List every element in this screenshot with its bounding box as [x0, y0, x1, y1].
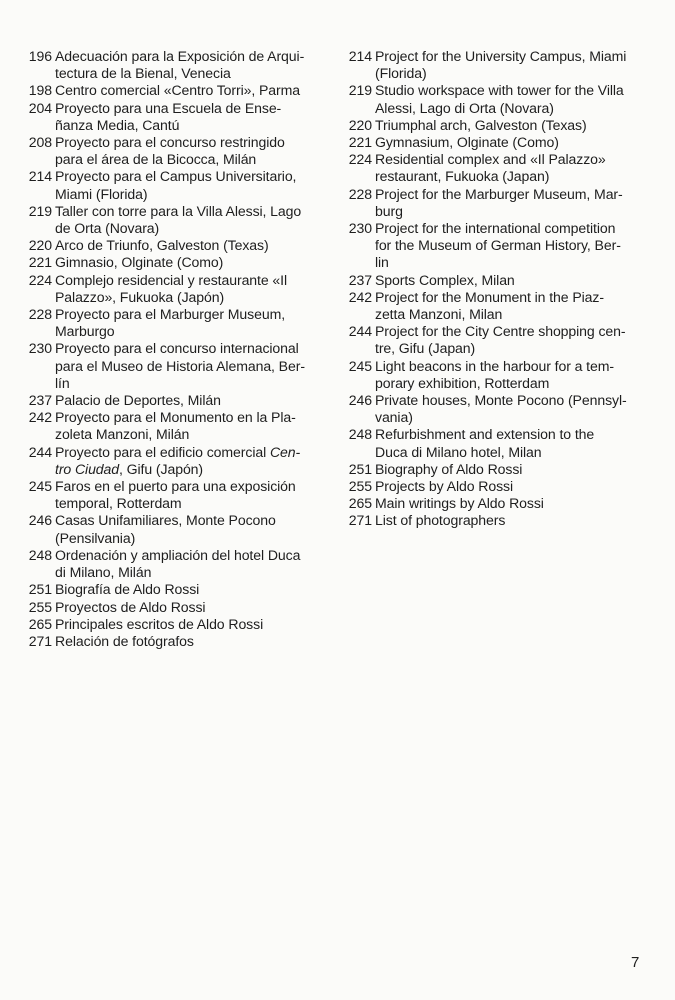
contents-entry [18, 168, 318, 202]
contents-entry [338, 220, 643, 272]
entry-title [55, 616, 318, 633]
contents-entry [338, 426, 643, 460]
entry-title-line: List of photographers [375, 512, 506, 529]
entry-title-line: Refurbishment and extension to the [375, 426, 595, 443]
entry-title [55, 444, 318, 478]
entry-page-number: 244 [28, 443, 52, 460]
entry-title [55, 48, 318, 82]
contents-entry [18, 409, 318, 443]
entry-title-line: Project for the Marburger Museum, Mar- [375, 185, 623, 202]
entry-title-line: lín [55, 374, 70, 391]
entry-page-number: 208 [28, 134, 52, 151]
entry-page-number: 255 [348, 478, 372, 495]
contents-entry [18, 599, 318, 616]
entry-title [375, 495, 643, 512]
entry-page-number: 244 [348, 323, 372, 340]
entry-title-line: Gimnasio, Olginate (Como) [55, 254, 224, 271]
contents-column-spanish [18, 48, 318, 650]
entry-title-line: Alessi, Lago di Orta (Novara) [375, 99, 554, 116]
entry-title-line: Duca di Milano hotel, Milan [375, 443, 542, 460]
entry-title [55, 512, 318, 546]
italic-name: tro Ciudad [55, 460, 120, 477]
entry-page-number: 198 [28, 82, 52, 99]
entry-title [55, 100, 318, 134]
contents-entry [18, 82, 318, 99]
entry-title [55, 478, 318, 512]
entry-title [375, 151, 643, 185]
entry-title-line: Miami (Florida) [55, 185, 148, 202]
entry-page-number: 219 [348, 82, 372, 99]
contents-column-english [338, 48, 643, 530]
entry-page-number: 220 [28, 237, 52, 254]
entry-page-number: 224 [348, 151, 372, 168]
entry-title-line: di Milano, Milán [55, 564, 152, 581]
entry-title-line: vania) [375, 409, 413, 426]
contents-entry [338, 272, 643, 289]
entry-title [55, 599, 318, 616]
entry-title-line: de Orta (Novara) [55, 220, 160, 237]
entry-page-number: 221 [28, 254, 52, 271]
entry-page-number: 265 [348, 495, 372, 512]
entry-title [375, 289, 643, 323]
entry-title [55, 392, 318, 409]
contents-entry [338, 323, 643, 357]
contents-entry [338, 512, 643, 529]
entry-title-line: Faros en el puerto para una exposición [55, 478, 296, 495]
contents-entry [18, 581, 318, 598]
contents-entry [338, 117, 643, 134]
entry-title-line: tectura de la Bienal, Venecia [55, 65, 231, 82]
entry-page-number: 204 [28, 99, 52, 116]
entry-title-line: Gymnasium, Olginate (Como) [375, 134, 559, 151]
entry-title-line: (Pensilvania) [55, 529, 136, 546]
contents-entry [338, 495, 643, 512]
entry-page-number: 228 [348, 185, 372, 202]
entry-title [375, 323, 643, 357]
entry-title-line: Sports Complex, Milan [375, 271, 515, 288]
entry-title-line: ñanza Media, Cantú [55, 116, 180, 133]
entry-page-number: 242 [28, 409, 52, 426]
contents-entry [338, 289, 643, 323]
contents-entry [338, 461, 643, 478]
contents-entry [18, 547, 318, 581]
contents-entry [18, 100, 318, 134]
entry-title [375, 392, 643, 426]
entry-title [55, 134, 318, 168]
entry-title [55, 306, 318, 340]
entry-page-number: 219 [28, 202, 52, 219]
entry-title [55, 340, 318, 392]
entry-title-line: Private houses, Monte Pocono (Pennsyl- [375, 392, 627, 409]
entry-title [55, 547, 318, 581]
entry-title [375, 512, 643, 529]
entry-title-line: Project for the Monument in the Piaz- [375, 288, 604, 305]
entry-page-number: 237 [28, 392, 52, 409]
entry-page-number: 248 [28, 546, 52, 563]
entry-page-number: 271 [348, 512, 372, 529]
entry-title-line: Palazzo», Fukuoka (Japón) [55, 288, 225, 305]
entry-title [375, 220, 643, 272]
contents-entry [338, 151, 643, 185]
entry-title-line: (Florida) [375, 65, 427, 82]
entry-title-line: Principales escritos de Aldo Rossi [55, 615, 264, 632]
entry-title-line: Proyecto para una Escuela de Ense- [55, 99, 282, 116]
entry-title-line: Triumphal arch, Galveston (Texas) [375, 116, 587, 133]
contents-entry [18, 48, 318, 82]
entry-title-line: Ordenación y ampliación del hotel Duca [55, 546, 301, 563]
entry-title [375, 48, 643, 82]
contents-entry [18, 272, 318, 306]
entry-title-line: restaurant, Fukuoka (Japan) [375, 168, 550, 185]
entry-title [55, 409, 318, 443]
entry-title [375, 272, 643, 289]
contents-entry [338, 134, 643, 151]
contents-entry [18, 134, 318, 168]
contents-entry [338, 478, 643, 495]
contents-entry [18, 478, 318, 512]
entry-title-line: temporal, Rotterdam [55, 495, 182, 512]
entry-title-line: Studio workspace with tower for the Villa [375, 82, 624, 99]
entry-page-number: 255 [28, 598, 52, 615]
entry-title [375, 117, 643, 134]
entry-page-number: 242 [348, 288, 372, 305]
entry-title-line: Centro comercial «Centro Torri», Parma [55, 82, 301, 99]
entry-title-line: Proyectos de Aldo Rossi [55, 598, 206, 615]
entry-page-number: 248 [348, 426, 372, 443]
page-number: 7 [631, 954, 640, 971]
entry-title [375, 358, 643, 392]
contents-entry [18, 616, 318, 633]
entry-title-line: Palacio de Deportes, Milán [55, 392, 221, 409]
entry-title-line: Project for the international competition [375, 220, 616, 237]
entry-page-number: 245 [28, 478, 52, 495]
contents-entry [18, 633, 318, 650]
entry-page-number: 246 [348, 392, 372, 409]
entry-title-line: Arco de Triunfo, Galveston (Texas) [55, 237, 269, 254]
entry-title [375, 478, 643, 495]
entry-title [375, 82, 643, 116]
entry-title-line: Casas Unifamiliares, Monte Pocono [55, 512, 276, 529]
entry-title-line: Light beacons in the harbour for a tem- [375, 357, 614, 374]
italic-name: Cen- [269, 443, 301, 460]
entry-page-number: 224 [28, 271, 52, 288]
entry-title-line: Relación de fotógrafos [55, 632, 194, 649]
entry-title-line: lin [375, 254, 389, 271]
contents-entry [338, 186, 643, 220]
entry-title-line: Complejo residencial y restaurante «Il [55, 271, 287, 288]
contents-entry [18, 306, 318, 340]
entry-title-line: para el área de la Bicocca, Milán [55, 151, 257, 168]
contents-entry [18, 203, 318, 237]
entry-page-number: 220 [348, 116, 372, 133]
entry-page-number: 245 [348, 357, 372, 374]
contents-entry [18, 392, 318, 409]
entry-page-number: 221 [348, 134, 372, 151]
entry-title-line: Proyecto para el Monumento en la Pla- [55, 409, 296, 426]
entry-title-line: Adecuación para la Exposición de Arqui- [55, 48, 305, 64]
entry-page-number: 230 [348, 220, 372, 237]
entry-title-line: Residential complex and «Il Palazzo» [375, 151, 606, 168]
entry-page-number: 246 [28, 512, 52, 529]
contents-entry [18, 340, 318, 392]
entry-title [55, 203, 318, 237]
contents-entry [18, 512, 318, 546]
entry-title-line: zetta Manzoni, Milan [375, 306, 503, 323]
entry-title [375, 426, 643, 460]
entry-title [55, 82, 318, 99]
entry-title-line: Proyecto para el concurso restringido [55, 134, 285, 151]
entry-title-line: zoleta Manzoni, Milán [55, 426, 190, 443]
entry-title-line: Main writings by Aldo Rossi [375, 495, 544, 512]
entry-title-line: Proyecto para el concurso internacional [55, 340, 299, 357]
entry-page-number: 214 [28, 168, 52, 185]
entry-page-number: 251 [348, 460, 372, 477]
entry-title [55, 272, 318, 306]
contents-entry [338, 48, 643, 82]
entry-title [55, 168, 318, 202]
entry-title-line: Biography of Aldo Rossi [375, 460, 523, 477]
entry-title-line: Marburgo [55, 323, 115, 340]
entry-title-line: Proyecto para el edificio comercial Cen- [55, 443, 301, 460]
entry-title-line: tre, Gifu (Japan) [375, 340, 476, 357]
entry-page-number: 214 [348, 48, 372, 64]
entry-title-line: burg [375, 202, 403, 219]
entry-title-line: Proyecto para el Marburger Museum, [55, 306, 286, 323]
entry-title [375, 186, 643, 220]
entry-page-number: 237 [348, 271, 372, 288]
entry-title [55, 254, 318, 271]
contents-entry [338, 358, 643, 392]
entry-page-number: 196 [28, 48, 52, 64]
entry-title-line: Projects by Aldo Rossi [375, 478, 514, 495]
entry-title-line: Project for the City Centre shopping cen- [375, 323, 626, 340]
entry-page-number: 228 [28, 306, 52, 323]
contents-entry [18, 237, 318, 254]
entry-page-number: 251 [28, 581, 52, 598]
entry-title-line: for the Museum of German History, Ber- [375, 237, 621, 254]
entry-title [55, 237, 318, 254]
entry-title-line: Biografía de Aldo Rossi [55, 581, 200, 598]
entry-title-line: porary exhibition, Rotterdam [375, 374, 550, 391]
contents-entry [338, 392, 643, 426]
entry-title [375, 461, 643, 478]
entry-title [55, 633, 318, 650]
contents-entry [338, 82, 643, 116]
entry-title-line: Taller con torre para la Villa Alessi, Lago [55, 202, 302, 219]
entry-page-number: 230 [28, 340, 52, 357]
entry-title [375, 134, 643, 151]
entry-title-line: Project for the University Campus, Miami [375, 48, 627, 64]
entry-title-line: para el Museo de Historia Alemana, Ber- [55, 357, 305, 374]
contents-entry [18, 254, 318, 271]
entry-title [55, 581, 318, 598]
contents-entry [18, 444, 318, 478]
entry-title-line: Proyecto para el Campus Universitario, [55, 168, 297, 185]
entry-page-number: 265 [28, 615, 52, 632]
entry-title-line: tro Ciudad, Gifu (Japón) [55, 460, 204, 477]
entry-page-number: 271 [28, 632, 52, 649]
